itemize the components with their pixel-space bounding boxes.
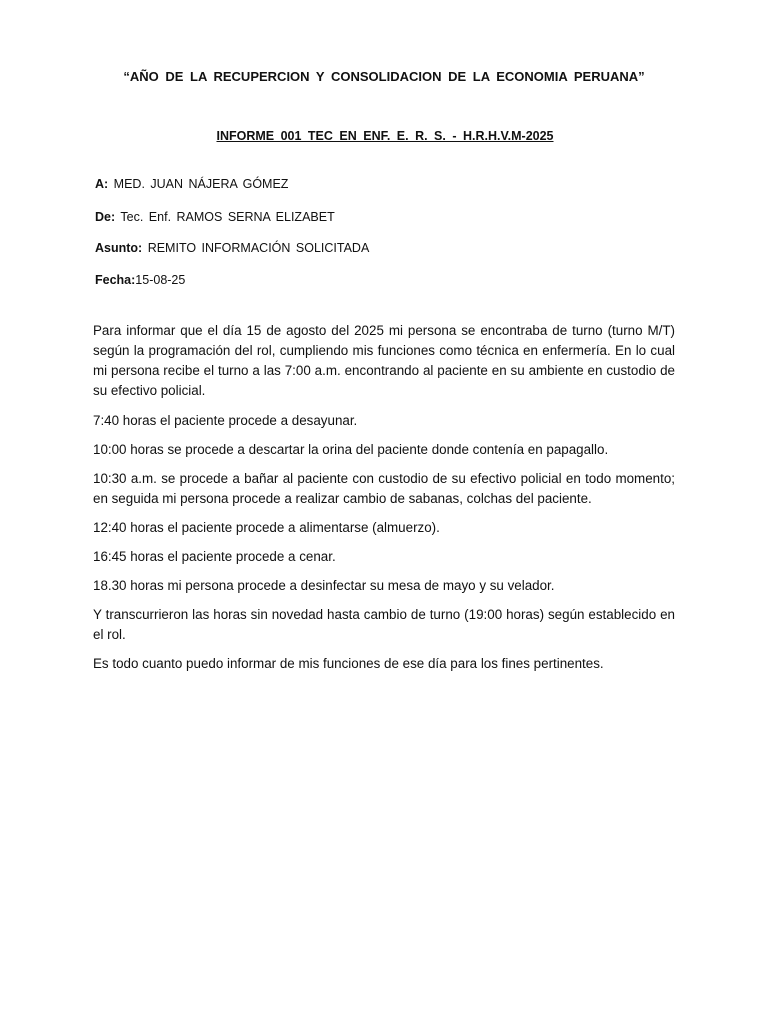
recipient-value: MED. JUAN NÁJERA GÓMEZ	[108, 177, 289, 191]
sender-line	[95, 210, 335, 224]
body-paragraph: Es todo cuanto puedo informar de mis funciones de ese día para los fines pertinentes.	[93, 656, 604, 671]
subject-line	[95, 241, 369, 255]
date-label: Fecha:	[95, 273, 136, 287]
body-paragraph: 10:00 horas se procede a descartar la orina del paciente donde contenía en papagallo.	[93, 442, 609, 457]
recipient-label: A:	[95, 177, 109, 191]
body-paragraph: 18.30 horas mi persona procede a desinfectar su mesa de mayo y su velador.	[93, 578, 555, 593]
report-body	[93, 321, 675, 683]
sender-value: Tec. Enf. RAMOS SERNA ELIZABET	[115, 210, 335, 224]
body-paragraph: 12:40 horas el paciente procede a alimentarse (almuerzo).	[93, 520, 440, 535]
year-title: “AÑO DE LA RECUPERCION Y CONSOLIDACION DE LA ECONOMIA PERUANA”	[123, 69, 645, 84]
body-paragraph: 10:30 a.m. se procede a bañar al paciente con custodio de su efectivo policial en todo momento; en seguida mi persona procede a realizar cambio de sabanas, colchas del paciente.	[93, 471, 675, 506]
body-paragraph: Para informar que el día 15 de agosto del 2025 mi persona se encontraba de turno (turno M/T) según la programación del rol, cumpliendo mis funciones como técnica en enfermería. En lo cual mi persona recibe el turno a las 7:00 a.m. encontrando al paciente en su ambiente en custodio de su efectivo policial.	[93, 323, 675, 398]
body-paragraph: Y transcurrieron las horas sin novedad hasta cambio de turno (19:00 horas) según establecido en el rol.	[93, 607, 675, 642]
sender-label: De:	[95, 210, 116, 224]
date-line	[95, 273, 185, 287]
subject-value: REMITO INFORMACIÓN SOLICITADA	[142, 241, 370, 255]
subject-label: Asunto:	[95, 241, 143, 255]
body-paragraph: 7:40 horas el paciente procede a desayunar.	[93, 413, 358, 428]
recipient-line	[95, 177, 288, 191]
date-value: 15-08-25	[135, 273, 186, 287]
body-paragraph: 16:45 horas el paciente procede a cenar.	[93, 549, 336, 564]
report-title: INFORME 001 TEC EN ENF. E. R. S. - H.R.H.V.M-2025	[216, 129, 554, 143]
